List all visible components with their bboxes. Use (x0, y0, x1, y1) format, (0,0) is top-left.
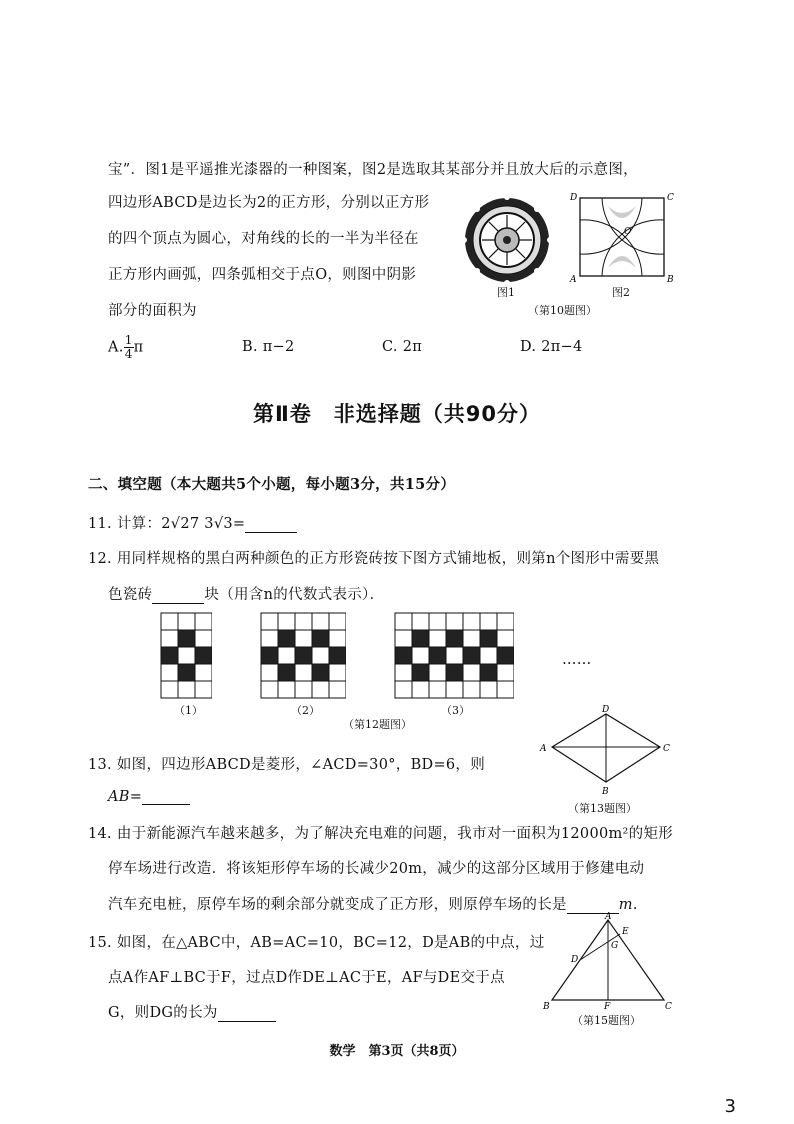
white-tile (195, 664, 212, 681)
q15-label-g: G (611, 941, 619, 951)
q10-option-a-denominator: 4 (124, 347, 133, 361)
q10-line-3: 的四个顶点为圆心，对角线的长的一半为半径在 (108, 231, 419, 247)
white-tile (412, 613, 429, 630)
q12-ellipsis: …… (562, 652, 592, 668)
q15-label-f: F (604, 1002, 611, 1012)
white-tile (412, 681, 429, 698)
q13-line-2-text: AB= (108, 789, 143, 805)
white-tile (295, 613, 312, 630)
q13-answer-blank (142, 788, 190, 805)
black-tile (329, 647, 346, 664)
white-tile (446, 647, 463, 664)
black-tile (446, 664, 463, 681)
q10-figure-2 (568, 190, 676, 290)
white-tile (429, 664, 446, 681)
q13-label-c: C (663, 744, 670, 754)
black-tile (412, 664, 429, 681)
white-tile (463, 681, 480, 698)
black-tile (412, 630, 429, 647)
q12-figure-1 (160, 612, 212, 700)
white-tile (295, 630, 312, 647)
fig2-square (580, 198, 664, 276)
q10-option-c: C. 2π (382, 339, 423, 355)
q13-line-2 (108, 788, 190, 805)
q15-line-3 (108, 1001, 276, 1022)
fig2-label-d: D (570, 193, 578, 203)
q10-option-d: D. 2π−4 (520, 339, 583, 355)
black-tile (195, 647, 212, 664)
fig2-label-b: B (667, 275, 674, 285)
q13-label-b: B (602, 787, 609, 797)
q12-fig1-label: （1） (174, 704, 203, 717)
black-tile (178, 664, 195, 681)
white-tile (395, 681, 412, 698)
white-tile (497, 664, 514, 681)
q13-caption: （第13题图） (568, 802, 637, 815)
white-tile (412, 647, 429, 664)
fig1-center-dot (503, 236, 511, 244)
white-tile (463, 664, 480, 681)
white-tile (312, 647, 329, 664)
q10-fig2-label: 图2 (612, 286, 630, 299)
fig2-shade-bottom (608, 256, 636, 268)
q10-caption: （第10题图） (528, 304, 597, 317)
black-tile (463, 647, 480, 664)
q15-label-b: B (543, 1002, 550, 1012)
white-tile (161, 681, 178, 698)
white-tile (329, 664, 346, 681)
q12-line-1: 12. 用同样规格的黑白两种颜色的正方形瓷砖按下图方式铺地板，则第n个图形中需要黑 (88, 551, 660, 567)
q12-answer-blank (152, 587, 204, 604)
q10-line-5: 部分的面积为 (108, 303, 197, 319)
white-tile (178, 681, 195, 698)
black-tile (278, 664, 295, 681)
white-tile (395, 613, 412, 630)
white-tile (429, 630, 446, 647)
q15-label-a: A (605, 912, 612, 922)
white-tile (195, 630, 212, 647)
q15-line-3-text: G，则DG的长为 (108, 1005, 218, 1021)
fig2-label-a: A (570, 275, 577, 285)
black-tile (480, 630, 497, 647)
q11-text: 11. 计算：2√27 3√3= (88, 516, 246, 532)
fig2-label-o: O (624, 227, 632, 237)
q10-line-4: 正方形内画弧，四条弧相交于点O，则图中阴影 (108, 267, 417, 283)
white-tile (480, 613, 497, 630)
white-tile (329, 681, 346, 698)
white-tile (278, 647, 295, 664)
q14-unit: m. (618, 897, 638, 913)
black-tile (278, 630, 295, 647)
black-tile (312, 630, 329, 647)
black-tile (161, 647, 178, 664)
white-tile (178, 647, 195, 664)
q12-line-2b: 块（用含n的代数式表示）． (204, 587, 385, 603)
q12-fig2-label: （2） (291, 704, 320, 717)
q10-option-b: B. π−2 (242, 339, 295, 355)
q12-fig3-label: （3） (441, 704, 470, 717)
q14-line-3 (108, 893, 638, 914)
q15-figure (540, 912, 680, 1012)
black-tile (446, 630, 463, 647)
white-tile (261, 664, 278, 681)
q10-option-a-suffix: π (133, 339, 144, 356)
q10-fig1-label: 图1 (497, 286, 515, 299)
white-tile (429, 681, 446, 698)
white-tile (261, 613, 278, 630)
white-tile (312, 681, 329, 698)
white-tile (329, 630, 346, 647)
q13-line-1: 13. 如图，四边形ABCD是菱形，∠ACD=30°，BD=6，则 (88, 757, 486, 773)
white-tile (161, 630, 178, 647)
white-tile (295, 664, 312, 681)
q10-line-1: 宝”．图1是平遥推光漆器的一种图案，图2是选取其某部分并且放大后的示意图， (108, 162, 638, 178)
white-tile (480, 681, 497, 698)
white-tile (261, 681, 278, 698)
white-tile (161, 664, 178, 681)
q12-figure-2 (260, 612, 346, 700)
q15-line-2: 点A作AF⊥BC于F，过点D作DE⊥AC于E，AF与DE交于点 (108, 970, 505, 986)
q14-line-2: 停车场进行改造．将该矩形停车场的长减少20m，减少的这部分区域用于修建电动 (108, 861, 645, 877)
white-tile (329, 613, 346, 630)
white-tile (278, 681, 295, 698)
q15-label-d: D (571, 955, 579, 965)
black-tile (497, 647, 514, 664)
white-tile (261, 630, 278, 647)
white-tile (497, 613, 514, 630)
black-tile (178, 630, 195, 647)
q15-line-1: 15. 如图，在△ABC中，AB=AC=10，BC=12，D是AB的中点，过 (88, 935, 545, 951)
page-footer: 数学 第3页（共8页） (329, 1044, 465, 1059)
white-tile (195, 681, 212, 698)
q12-line-2 (108, 583, 384, 604)
white-tile (178, 613, 195, 630)
white-tile (497, 681, 514, 698)
black-tile (480, 664, 497, 681)
white-tile (278, 613, 295, 630)
q11 (88, 512, 297, 533)
q14-line-1: 14. 由于新能源汽车越来越多，为了解决充电难的问题，我市对一面积为12000m²的矩形 (88, 826, 674, 842)
fig2-label-c: C (667, 193, 674, 203)
q13-figure (536, 702, 676, 802)
q15-answer-blank (218, 1005, 276, 1022)
q14-line-3-text: 汽车充电桩，原停车场的剩余部分就变成了正方形，则原停车场的长是 (108, 897, 567, 913)
q10-option-a (108, 334, 143, 361)
q12-line-2a: 色瓷砖 (108, 587, 153, 603)
q12-figure-3 (394, 612, 514, 700)
white-tile (295, 681, 312, 698)
page-number: 3 (724, 1096, 736, 1117)
q15-label-c: C (665, 1002, 672, 1012)
q11-answer-blank (245, 516, 297, 533)
black-tile (295, 647, 312, 664)
fig2-shade-top (608, 206, 636, 218)
q13-label-a: A (540, 744, 547, 754)
black-tile (261, 647, 278, 664)
q12-caption: （第12题图） (343, 718, 412, 731)
white-tile (161, 613, 178, 630)
section-title: 第Ⅱ卷 非选择题（共90分） (252, 402, 542, 426)
black-tile (429, 647, 446, 664)
white-tile (497, 630, 514, 647)
white-tile (395, 664, 412, 681)
q10-option-a-prefix: A. (108, 339, 124, 356)
q15-caption: （第15题图） (572, 1014, 641, 1027)
white-tile (463, 630, 480, 647)
white-tile (446, 681, 463, 698)
q13-label-d: D (602, 705, 610, 715)
q10-option-a-fraction (124, 334, 134, 361)
white-tile (312, 613, 329, 630)
white-tile (480, 647, 497, 664)
white-tile (395, 630, 412, 647)
white-tile (446, 613, 463, 630)
black-tile (395, 647, 412, 664)
q15-label-e: E (622, 927, 629, 937)
part2-header: 二、填空题（本大题共5个小题，每小题3分，共15分） (88, 476, 456, 493)
q10-figure-1 (462, 195, 552, 285)
white-tile (429, 613, 446, 630)
black-tile (312, 664, 329, 681)
q10-line-2: 四边形ABCD是边长为2的正方形，分别以正方形 (108, 195, 430, 211)
white-tile (195, 613, 212, 630)
white-tile (463, 613, 480, 630)
q10-option-a-numerator: 1 (124, 333, 133, 347)
